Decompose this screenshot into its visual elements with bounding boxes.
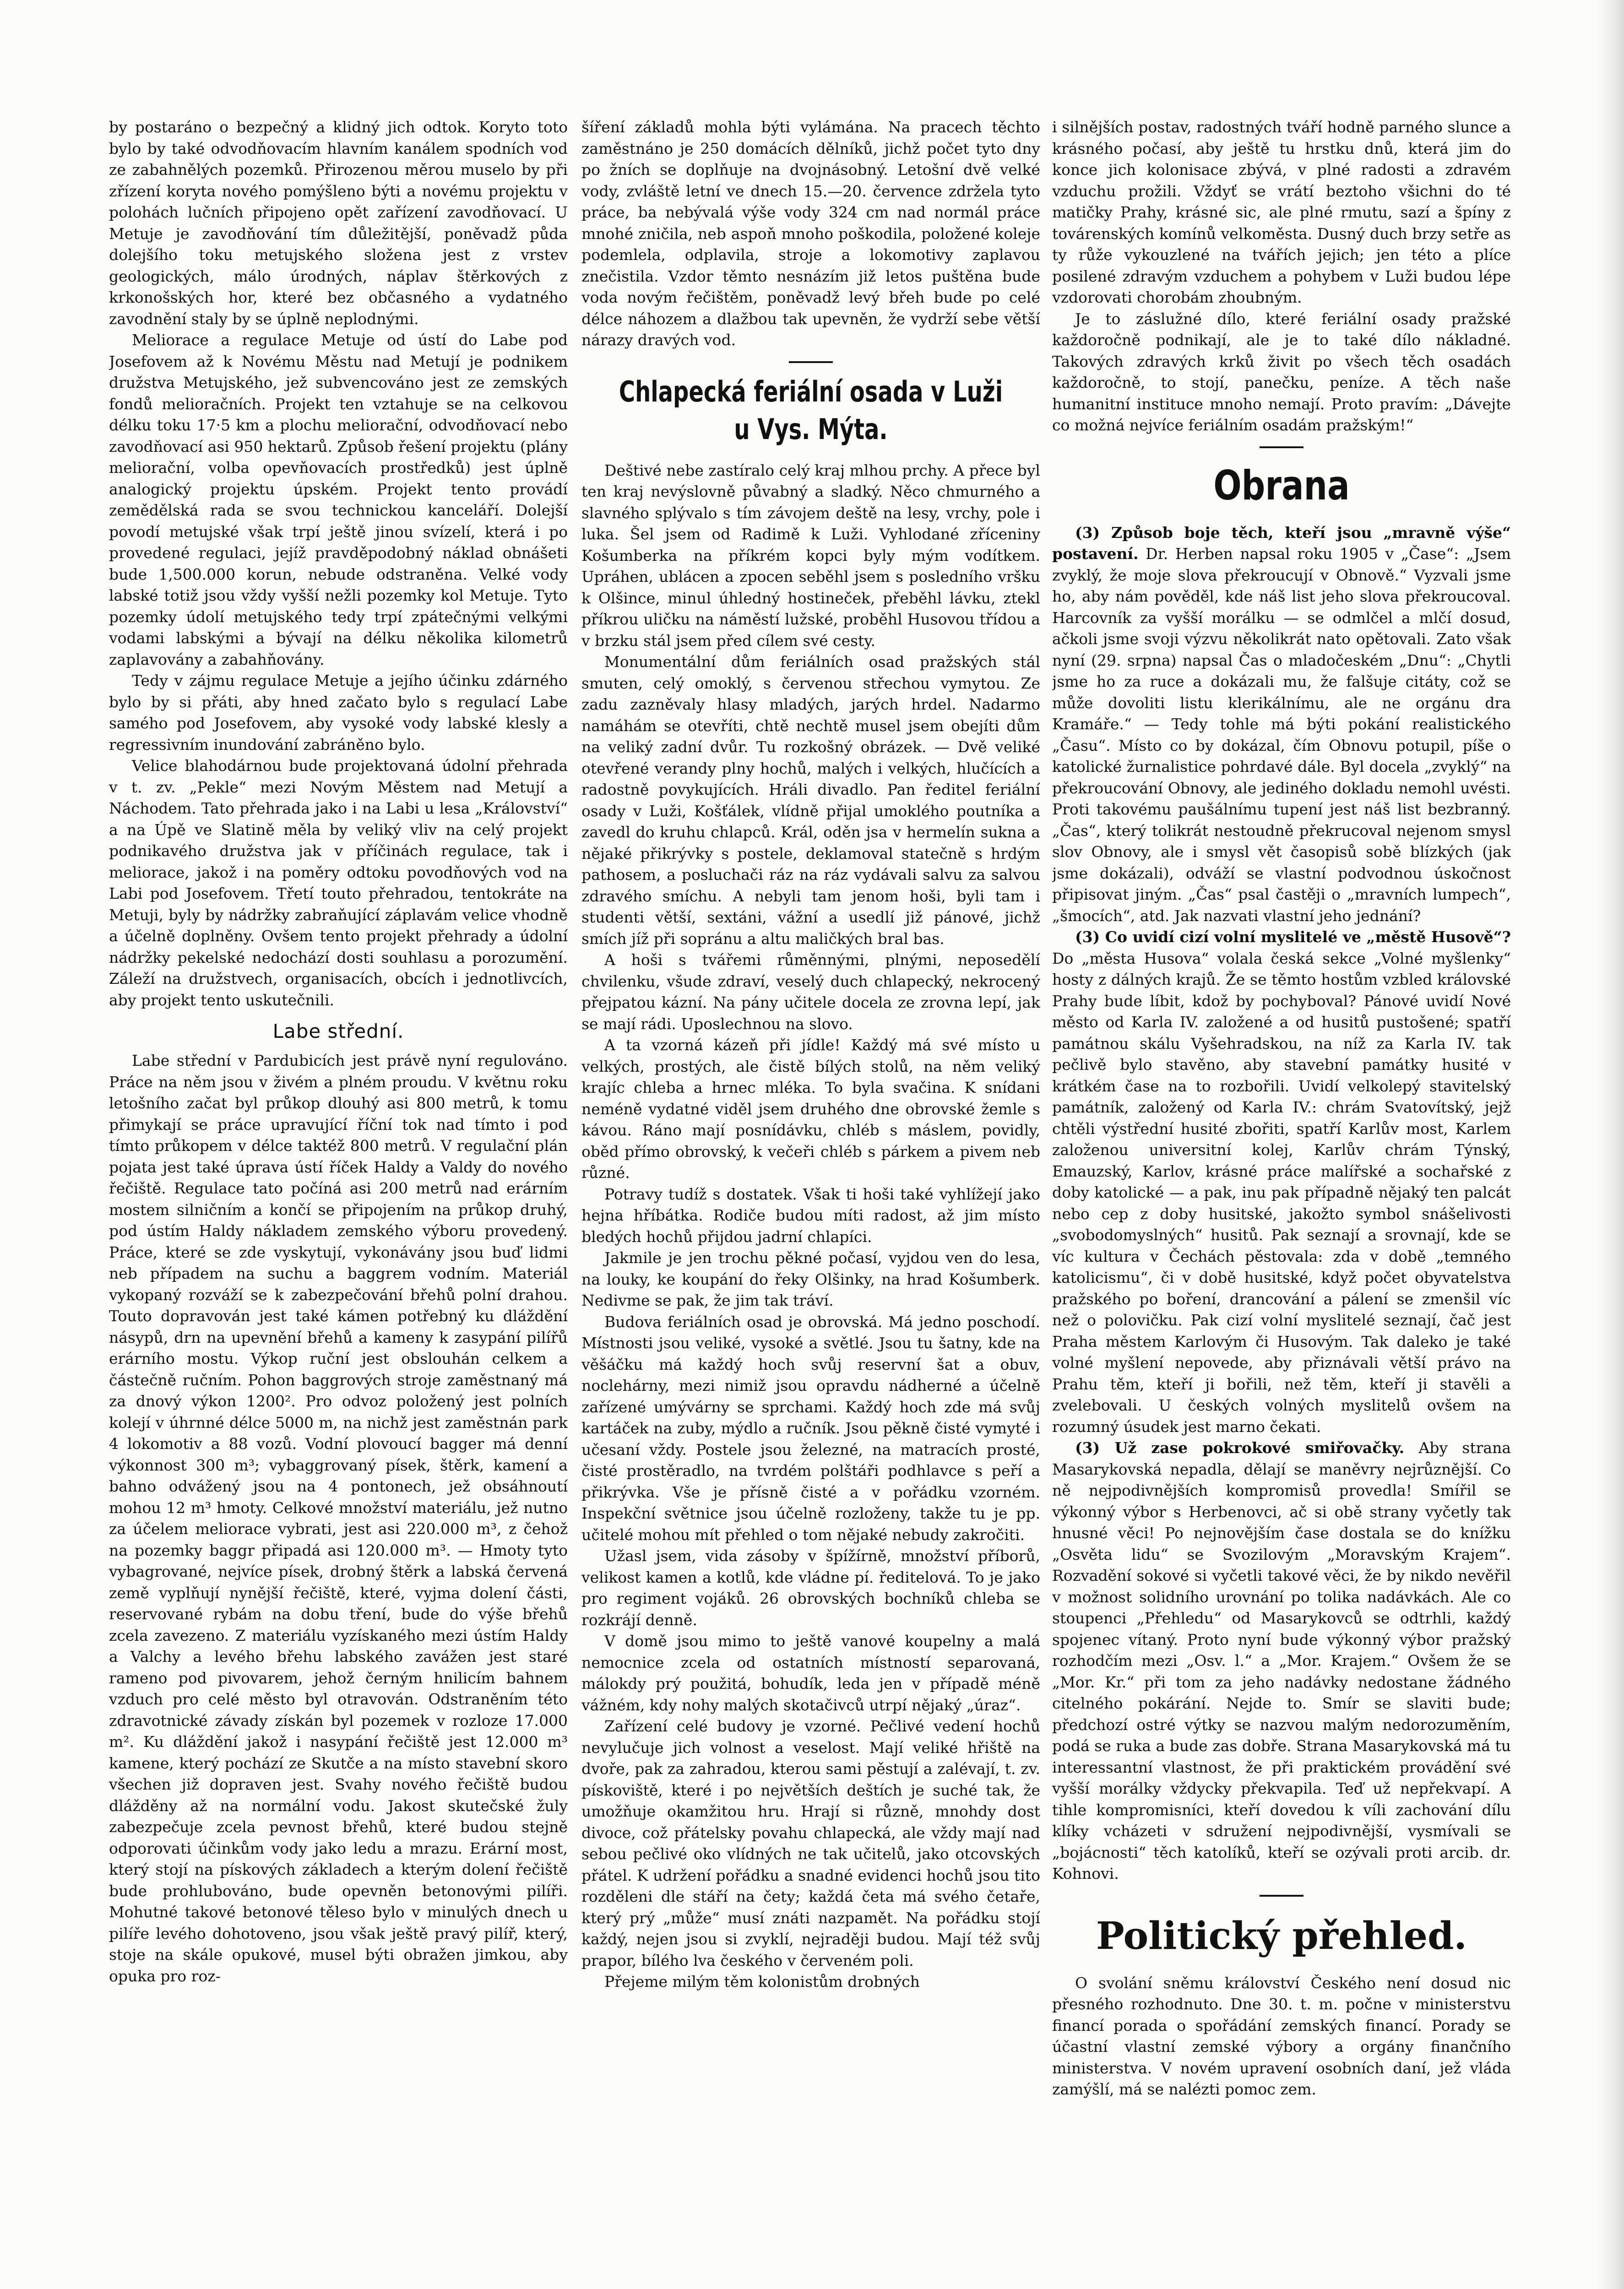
paragraph: Monumentální dům feriálních osad pražských stál smuten, celý omoklý, s červenou střechou vymytou. Ze zadu zazněvaly hlasy mladých, jarých hrdel. Nadarmo namáhám se otevříti, chtě nechtě musel jsem obejíti dům na veliký zadní dvůr. Tu rozkošný obrázek. — Dvě veliké otevřené verandy plny hochů, malých i velkých, hlučících a radostně povykujících. Hráli divadlo. Pan ředitel feriální osady v Luži, Košťálek, vlídně přijal umoklého poutníka a zavedl do kruhu chlapců. Král, oděn jsa v hermelín sukna a nějaké přikrývky s postele, deklamoval statečně s hrdým pathosem, a posluchači ráz na ráz vydávali salvu za salvou zdravého smíchu. A nebyli tam jenom hoši, byli tam i studenti větší, sextáni, vážní a usedlí již pánové, jichž smích jíž při sopránu a altu maličkých bral bas. (581, 653, 1040, 948)
obrana-item (1052, 1437, 1511, 1885)
paragraph: Zařízení celé budovy je vzorné. Pečlivé vedení hochů nevylučuje jich volnost a veselost. Mají veliké hřiště na dvoře, pak za zahradou, kterou sami pěstují a zalévají, t. zv. pískoviště, které i po největších deštích je suché tak, že umožňuje okamžitou hru. Hrají si různě, mnohdy dost divoce, což přátelsky povahu chlapecká, ale vždy mají nad sebou pečlivé oko vlídných ne tak učitelů, jako otcovských přátel. K udržení pořádku a snadné evidenci hochů jsou tito rozděleni dle stáří na čety; každá četa má svého četaře, který prý „může“ musí znáti nazpamět. Na pořádku stojí každý, nejen jsou si zvyklí, nejraději budou. Mají též svůj prapor, bílého lva českého v červeném poli. (581, 1717, 1040, 1969)
obrana-item (1052, 522, 1511, 927)
obrana-item-text: Do „města Husova“ volala česká sekce „Volné myšlenky“ hosty z dálných krajů. Že se těmto hostům vzbled královské Prahy bude líbit, kdož by pochyboval? Pánové uvidí Nové město od Karla IV. založené a od husitů pustošené; spatří památnou skálu Vyšehradskou, na níž za Karla IV. tak pečlivě bylo stavěno, aby stavební památky husité v krátkém čase na to rozbořili. Uvidí velkolepý stavitelský památník, založený od Karla IV.: chrám Svatovítský, jejž chtěli výstřední husité zbořiti, spatří Karlův most, Karlem založenou universitní kolej, Karlův chrám Týnský, Emauzský, Karlov, krásné práce malířské a sochařské z doby katolické — a pak, inu pak případně nějaký ten palcát nebo cep z doby husitské, jakožto symbol snášelivosti „svobodomyslných“ husitů. Pak seznají a srovnají, kde se víc kultura v Čechách pěstovala: zda v době „temného katolicismu“, či v době husitské, když počet obyvatelstva pražského po boření, drancování a pálení se zmenšil víc než o polovičku. Pak cizí volní myslitelé seznají, čač jest Praha městem Karlovým či Husovým. Tak daleko je také volné myšlení nepovede, aby přiznávali větší právo na Prahu těm, kteří ji bořili, než těm, kteří ji stavěli a zvelebovali. U českých volných myslitelů ovšem na rozumný úsudek jest marno čekati. (1052, 949, 1511, 1436)
scan-edge (1597, 0, 1624, 2289)
paragraph: Tedy v zájmu regulace Metuje a jejího účinku zdárného bylo by si přáti, aby hned začato bylo s regulací Labe samého pod Josefovem, aby vysoké vody labské klesly a regressivním inundování zabráněno bylo. (109, 672, 568, 754)
section-title-obrana: Obrana (1213, 461, 1350, 509)
paragraph: i silnějších postav, radostných tváří hodně parného slunce a krásného počasí, aby ještě tu hrstku dnů, která jim do konce jich kolonisace zbývá, v plné radosti a zdravém vzduchu prožili. Vždyť se vrátí beztoho všichni do té matičky Prahy, krásné sic, ale plné rmutu, sazí a špíny z továrenských komínů velkoměsta. Dusný duch brzy setře as ty růže vykouzlené na tvářích jejich; jen této a plíce posilené zdravým vzduchem a pohybem v Luži budou lépe vzdorovati chorobám zhoubným. (1052, 118, 1511, 306)
paragraph: by postaráno o bezpečný a klidný jich odtok. Koryto toto bylo by také odvodňovacím hlavním kanálem spodních vod ze zabahnělých pozemků. Přirozenou měrou muselo by při zřízení koryta nového pomýšleno býti a novému projektu v polohách lučních připojeno opět zařízení zavodňovací. U Metuje je zavodňování tím důležitější, poněvadž půda dolejšího toku metujského složena jest z vrstev geologických, málo úrodných, náplav štěrkových z krkonošských hor, které bez občasného a vydatného zavodnění staly by se úplně neplodnými. (109, 118, 568, 328)
section-title-politicky-prehled: Politický přehled. (1096, 1914, 1467, 1958)
paragraph: šíření základů mohla býti vylámána. Na pracech těchto zaměstnáno je 250 domácích dělníků, jichž počet tyto dny po žních se doplňuje na dvojnásobný. Letošní dvě velké vody, zvláště letní ve dnech 15.—20. července zdržela tyto práce, ba nebývalá výše vody 324 cm nad normál práce mnohé zničila, neb aspoň mnoho poškodila, položené koleje podemlela, odplavila, stroje a lokomotivy zaplavou znečistila. Vzdor těmto nesnázím již letos puštěna bude voda novým řečištěm, poněvadž levý břeh bude po celé délce náhozem a dlažbou tak upevněn, že vydrží sebe větší nárazy dravých vod. (581, 118, 1040, 349)
paragraph: Přejeme milým těm kolonistům drobných (604, 1973, 920, 1991)
paragraph: V domě jsou mimo to ještě vanové koupelny a malá nemocnice zcela od ostatních místností separovaná, málokdy prý použitá, bohudík, leda jen v případě méně vážném, kdy nohy malých skotačivců utrpí nějaký „úraz“. (581, 1632, 1040, 1714)
paragraph: Velice blahodárnou bude projektovaná údolní přehrada v t. zv. „Pekle“ mezi Novým Městem nad Metují a Náchodem. Tato přehrada jako i na Labi u lesa „Království“ a na Úpě ve Slatině měla by veliký vliv na celý projekt podnikavého družstva jak v příčinách regulace, tak i meliorace, jakož i na poměry odtoku povodňových vod na Labi pod Josefovem. Třetí touto přehradou, tentokráte na Metuji, byly by nádržky zabraňující záplavám velice vhodně a účelně doplněny. Ovšem tento projekt přehrady a údolní nádržky pekelské nedochází dosti souhlasu a porozumění. Záleží na družstvech, organisacích, obcích i jednotlivcích, aby projekt tento uskutečnili. (109, 757, 568, 1009)
paragraph: Meliorace a regulace Metuje od ústí do Labe pod Josefovem až k Novému Městu nad Metují je podnikem družstva Metujského, jež subvencováno jest ze zemských fondů melioračních. Projekt ten vztahuje se na celkovou délku toku 17·5 km a plochu meliorační, odvodňovací nebo zavodňovací asi 950 hektarů. Způsob řešení projektu (plány meliorační, volba opevňovacích prostředků) jest úplně analogický projektu úpském. Projekt tento provádí zemědělská rada se svou technickou kanceláří. Dolejší povodí metujské však trpí ještě jinou svízelí, která i po provedené regulaci, jejíž pravděpodobný náklad obnášeti bude 1,500.000 korun, nebude odstraněna. Velké vody labské totiž jsou vždy vyšší nežli pozemky kol Metuje. Tyto pozemky údolí metujského tedy trpí zpátečnými velkými vodami labskými a bývají na délku několika kilometrů zaplavovány a zabahňovány. (109, 331, 568, 668)
headline-chlapecka-osada: Chlapecká feriální osada v Luži u Vys. Mýta. (619, 374, 1003, 446)
paragraph: Je to záslužné dílo, které feriální osady pražské každoročně podnikají, ale je to také dílo nákladné. Takových zdravých krků živit po všech těch osadách každoročně, to stojí, panečku, peníze. A těch naše humanitní instituce mnoho nemají. Proto pravím: „Dávejte co možná nejvíce feriálním osadám pražským!“ (1052, 309, 1511, 434)
paragraph: A hoši s tvářemi růměnnými, plnými, neposedělí chvilenku, všude zdraví, veselý duch chlapecký, nekrocený přejpatou kázní. Na pány učitele docela ze zrovna lepí, jak se mají rádi. Uposlechnou na slovo. (581, 951, 1040, 1033)
column-3 (1052, 117, 1511, 2289)
paragraph: Budova feriálních osad je obrovská. Má jedno poschodí. Místnosti jsou veliké, vysoké a světlé. Jsou tu šatny, kde na věšáčku má každý hoch svůj reservní šat a obuv, noclehárny, mezi nimiž jsou opravdu nádherné a účelně zařízené umývárny se sprchami. Každý hoch zde má svůj kartáček na zuby, mýdlo a ručník. Jsou pěkně čisté vymyté i učesaní vždy. Postele jsou železné, na matracích prosté, čisté prostěradlo, na tvrdém polštáři podhlavce s peří a přikrývka. Vše je přísně čisté a v pořádku vzorném. Inspekční světnice jsou účelně rozloženy, takže tu je pp. učitelé mohou mít přehled o tom nějaké nebudy zakročiti. (581, 1313, 1040, 1544)
subheading-labe-stredni: Labe střední. (272, 1020, 404, 1042)
obrana-item-text: Dr. Herben napsal roku 1905 v „Čase“: „Jsem zvyklý, že moje slova překroucují v Obnově.“ Vyzvali jsme ho, aby nám pověděl, kde náš list jeho slova překroucoval. Harcovník za vyšší morálku — se odmlčel a mlčí dosud, ačkoli jsme svoji výzvu několikrát nato opětovali. Zato však nyní (29. srpna) napsal Čas o mladočeském „Dnu“: „Chytli jsme ho za ruce a dokázali mu, že falšuje citáty, což se může dovoliti listu klerikálnímu, ale ne orgánu dra Kramáře.“ — Tedy tohle má býti pokání realistického „Času“. Místo co by dokázal, čím Obnovu potupil, píše o katolické žurnalistice pohrdavé dále. Byl docela „zvyklý“ na překroucování Obnovy, ale jediného dokladu nemohl uvésti. Proti takovému paušálnímu tupení jest náš list bezbranný. „Čas“, který tolikrát nestoudně překrucoval nejenom smysl slov Obnovy, ale i smysl vět časopisů sobě blízkých (jak jsme dokázali), odváží se vlastní podvodnou úskočnost připisovat jiným. „Čas“ psal častěji o „mravních lumpech“, „šmocích“, atd. Jak nazvati vlastní jeho jednání? (1052, 545, 1511, 925)
column-1 (109, 117, 568, 2289)
section-rule (1260, 1895, 1304, 1897)
paragraph: O svolání sněmu království Českého není dosud nic přesného rozhodnuto. Dne 30. t. m. počne v ministerstvu financí porada o spořádání zemských financí. Porady se účastní vlastní zemské výbory a orgány finančního ministerstva. V novém upravení osobních daní, jež vláda zamýšlí, má se nalézti pomoc zem. (1052, 1974, 1511, 2098)
obrana-item-lead: (3) Už zase pokrokové smiřovačky. (1075, 1439, 1405, 1457)
paragraph: Užasl jsem, vida zásoby v špížírně, množství příborů, velikost kamen a kotlů, kde vládne pí. ředitelová. To je jako pro regiment vojáků. 26 obrovských bochníků chleba se rozkrájí denně. (581, 1547, 1040, 1629)
section-rule (1260, 446, 1304, 448)
paragraph: Potravy tudíž s dostatek. Však ti hoši také vyhlížejí jako hejna hříbátka. Rodiče budou míti radost, až jim místo bledých hochů přijdou jadrní chlapíci. (581, 1185, 1040, 1246)
section-rule (789, 361, 833, 363)
paragraph: Deštivé nebe zastíralo celý kraj mlhou prchy. A přece byl ten kraj nevýslovně půvabný a sladký. Něco chmurného a slavného splývalo s tím závojem deště na lesy, vrchy, pole i luka. Šel jsem od Radimě k Luži. Vyhlodané zříceniny Košumberka na příkrém kopci byly mým vodítkem. Upráhen, ublácen a zpocen seběhl jsem s posledního vršku k Olšince, minul úhledný hostineček, přeběhl lávku, ztekl příkrou uličku na náměstí lužské, proběhl Husovou třídou a v brzku stál jsem před cílem své cesty. (581, 461, 1040, 650)
obrana-item-lead: (3) Způsob boje těch, kteří jsou „mravně výše“ postavení. (1052, 523, 1511, 563)
paragraph: Jakmile je jen trochu pěkné počasí, vyjdou ven do lesa, na louky, ke koupání do řeky Olšinky, na hrad Košumberk. Nedivme se pak, že jim tak tráví. (581, 1249, 1040, 1309)
obrana-item (1052, 927, 1511, 1437)
obrana-item-lead: (3) Co uvidí cizí volní myslitelé ve „městě Husově“? (1075, 928, 1511, 946)
obrana-item-text: Aby strana Masarykovská nepadla, dělají se maněvry nejrůznější. Co ně nejpodivnějších kompromisů provedla! Smířil se výkonný výbor s Herbenovci, ač si obě strany vyčetly tak hnusné věci! Po nejnovějším čase dostala se do knížku „Osvěta lidu“ se Svozilovým „Moravským Krajem“. Rozvadění sokové si vyčetli takové věci, že by nikdo nevěřil v možnost solidního urovnání po tolika nadávkách. Ale co stoupenci „Přehledu“ od Masarykovců se odtrhli, každý spojenec vítaný. Proto nyní bude výkonný výbor pražský rozhodčím mezi „Osv. l.“ a „Mor. Krajem.“ Ovšem že se „Mor. Kr.“ při tom za jeho nadávky nedostane žádného citelného pokárání. Nejde to. Smír se slaviti bude; předchozí ostré výtky se nazvou malým nedorozuměním, podá se ruka a bude zas dobře. Strana Masarykovská má tu interessantní vlastnost, že při praktickém provádění své vyšší morálky vždycky překvapila. Teď už nepřekvapí. A tihle kompromisníci, kteří dovedou k víli zachování dílu klíky vcházeti v sdružení nejpodivnější, vysmívali se „bojácnosti“ těch katolíků, kteří se ozývali proti arcib. dr. Kohnovi. (1052, 1439, 1511, 1882)
column-2 (581, 117, 1040, 2289)
paragraph: A ta vzorná kázeň při jídle! Každý má své místo u velkých, prostých, ale čistě bílých stolů, na něm veliký krajíc chleba a hrnec mléka. To byla svačina. K snídani neméně vydatné viděl jsem druhého dne obrovské žemle s kávou. Ráno mají posnídávku, chléb s máslem, povidly, oběd přímo obrovský, k večeři chléb s párkem a pivem neb různé. (581, 1036, 1040, 1182)
paragraph: Labe střední v Pardubicích jest právě nyní regulováno. Práce na něm jsou v živém a plném proudu. V květnu roku letošního začat byl průkop dlouhý asi 800 metrů, k tomu přimykají se práce upravující říční tok nad tímto i pod tímto průkopem v délce taktéž 800 metrů. V regulační plán pojata jest také úprava ústí říček Haldy a Valdy do nového řečiště. Regulace tato počíná asi 200 metrů nad erárním mostem silničním a končí se připojením na průkop druhý, pod ústím Haldy nákladem zemského výboru provedený. Práce, které se zde vyskytují, vykonávány jsou buď lidmi neb případem na suchu a baggrem vodním. Materiál vykopaný rozváží se k zabezpečování břehů polní drahou. Touto dopravován jest také kámen potřebný ku dláždění násypů, drn na upevnění břehů a kameny k zasypání pilířů erárního mostu. Výkop ruční jest obslouhán celkem a částečně ručním. Pohon baggrových stroje zaměstnaný má za dnový výkon 1200². Pro odvoz položený jest polních kolejí v úhrnné délce 5000 m, na nichž jest zaměstnán park 4 lokomotiv a 88 vozů. Vodní plovoucí bagger má denní výkonnost 300 m³; vybaggrovaný písek, štěrk, kamení a bahno odvážený jsou na 4 pontonech, jež obsáhnoutí mohou 12 m³ hmoty. Celkové množství materiálu, jež nutno za účelem meliorace vybrati, jest asi 220.000 m³, z čehož na pozemky baggr připadá asi 120.000 m³. — Hmoty tyto vybagrované, nejvíce písek, drobný štěrk a labská červená země vyplňují nynější řečiště, které, vyjma dolení části, reservované rybám na dobu tření, bude do výše břehů zcela zavezeno. Z materiálu vyzískaného mezi ústím Haldy a Valchy a levého břehu labského zavážen jest staré rameno pod pivovarem, jehož černým hnilicím bahnem vzduch pro celé město byl otravován. Odstraněním této zdravotnické závady získán byl pozemek v rozloze 17.000 m². Ku dláždění jakož i nasypání řečiště jest 12.000 m³ kamene, který pochází ze Skutče a na místo stavební skoro všechen již dopraven jest. Svahy nového řečiště budou dlážděny až na normální vodu. Jakost skutečské žuly zabezpečuje zcela pevnost břehů, které budou stejně odporovati účinkům vody jako ledu a mrazu. Erární most, který stojí na pískových základech a kterým dolení řečiště bude prohlubováno, bude opevněn betonovými pilíři. Mohutné takové betonové těleso bylo v minulých dnech u pilíře levého dohotoveno, jsou však ještě pravý pilíř, který, stoje na skále opukové, musel býti obražen jimkou, aby opuka pro roz- (109, 1052, 568, 1985)
